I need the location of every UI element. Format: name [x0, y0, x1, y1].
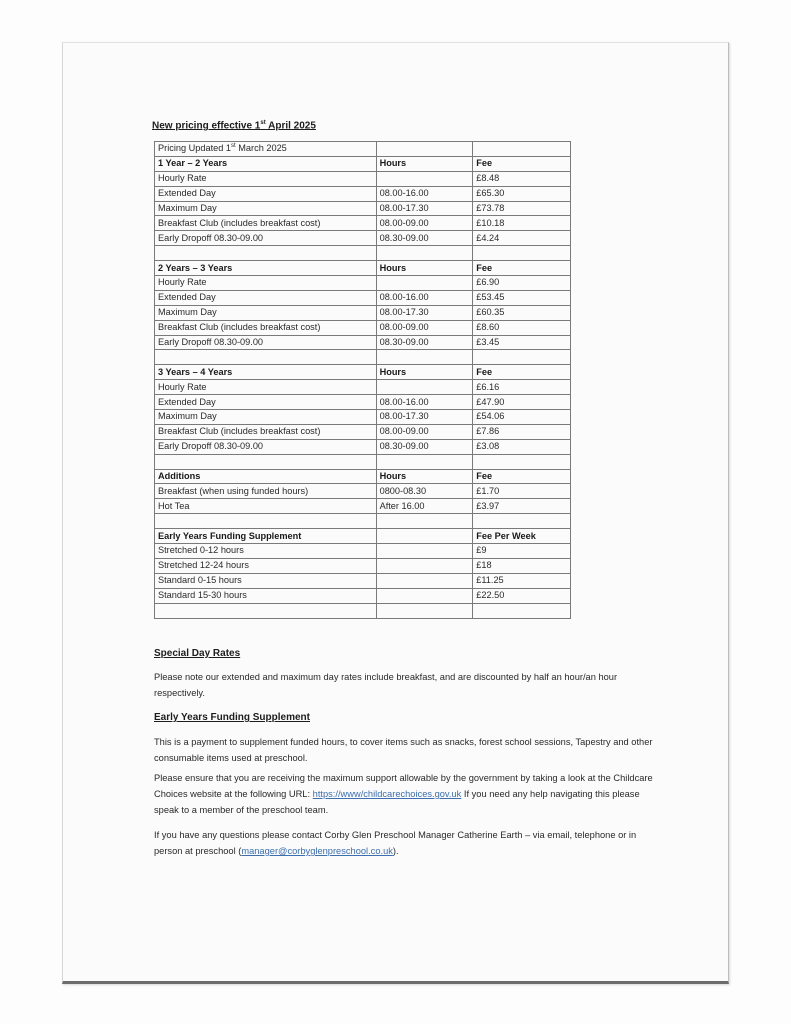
section-header-cell: 2 Years – 3 Years	[155, 261, 377, 276]
table-cell: £3.45	[473, 335, 571, 350]
table-cell: Stretched 0-12 hours	[155, 544, 377, 559]
table-cell	[473, 514, 571, 529]
table-cell: 08.00-09.00	[376, 424, 473, 439]
section-header-cell: 3 Years – 4 Years	[155, 365, 377, 380]
table-row	[155, 216, 571, 231]
table-cell: £9	[473, 544, 571, 559]
table-cell	[376, 380, 473, 395]
table-cell: 08.30-09.00	[376, 335, 473, 350]
table-cell: Standard 0-15 hours	[155, 573, 377, 588]
table-cell: £22.50	[473, 588, 571, 603]
table-cell	[473, 454, 571, 469]
pricing-heading-text-end: April 2025	[265, 120, 316, 132]
section-header-cell: Fee	[473, 261, 571, 276]
table-cell: £7.86	[473, 424, 571, 439]
spacer-row	[155, 454, 571, 469]
table-row	[155, 320, 571, 335]
table-cell	[376, 558, 473, 573]
section-header-cell: Fee	[473, 469, 571, 484]
table-cell: £8.60	[473, 320, 571, 335]
section-header-cell: Hours	[376, 156, 473, 171]
eyfs-paragraph-2	[154, 770, 654, 818]
pricing-table-body	[155, 142, 571, 619]
table-row	[155, 305, 571, 320]
spacer-row	[155, 350, 571, 365]
childcare-choices-link[interactable]: https://www/childcarechoices.gov.uk	[312, 789, 462, 799]
table-cell: 08.00-17.30	[376, 410, 473, 425]
section-header-cell: Fee	[473, 365, 571, 380]
table-row	[155, 395, 571, 410]
pricing-heading	[152, 120, 316, 131]
table-cell: £3.97	[473, 499, 571, 514]
table-cell: 08.00-17.30	[376, 305, 473, 320]
table-row	[155, 558, 571, 573]
pricing-heading-sup: st	[260, 120, 266, 126]
table-cell	[376, 544, 473, 559]
table-cell	[473, 142, 571, 157]
table-cell: £11.25	[473, 573, 571, 588]
table-cell	[376, 171, 473, 186]
table-cell: After 16.00	[376, 499, 473, 514]
eyfs-heading: Early Years Funding Supplement	[154, 712, 310, 723]
table-cell: Hourly Rate	[155, 380, 377, 395]
table-cell	[376, 588, 473, 603]
table-cell: Maximum Day	[155, 305, 377, 320]
table-cell: Breakfast Club (includes breakfast cost)	[155, 320, 377, 335]
table-cell	[155, 454, 377, 469]
table-row	[155, 410, 571, 425]
table-cell: Extended Day	[155, 186, 377, 201]
section-header-cell: Hours	[376, 469, 473, 484]
table-cell: Maximum Day	[155, 201, 377, 216]
table-cell	[376, 276, 473, 291]
table-cell: Breakfast Club (includes breakfast cost)	[155, 216, 377, 231]
table-title-row	[155, 142, 571, 157]
table-row	[155, 186, 571, 201]
section-header-cell: 1 Year – 2 Years	[155, 156, 377, 171]
table-row	[155, 573, 571, 588]
pricing-table	[154, 141, 571, 619]
table-cell: £6.16	[473, 380, 571, 395]
pricing-heading-text: New pricing effective 1	[152, 120, 261, 132]
table-cell: £73.78	[473, 201, 571, 216]
table-cell: Early Dropoff 08.30-09.00	[155, 231, 377, 246]
table-cell: 08.30-09.00	[376, 439, 473, 454]
table-cell: £18	[473, 558, 571, 573]
table-cell	[155, 246, 377, 261]
table-cell	[376, 514, 473, 529]
table-row	[155, 380, 571, 395]
section-header-cell: Hours	[376, 261, 473, 276]
table-cell	[473, 246, 571, 261]
spacer-row	[155, 603, 571, 618]
section-header-row	[155, 365, 571, 380]
spacer-row	[155, 514, 571, 529]
table-title-cell	[155, 142, 377, 157]
table-cell: 08.00-09.00	[376, 320, 473, 335]
table-cell	[376, 573, 473, 588]
spacer-row	[155, 246, 571, 261]
eyfs-paragraph-3-text-end: ).	[392, 846, 399, 856]
section-header-cell: Hours	[376, 365, 473, 380]
table-cell	[473, 350, 571, 365]
table-cell: Early Dropoff 08.30-09.00	[155, 335, 377, 350]
table-cell: 08.30-09.00	[376, 231, 473, 246]
table-row	[155, 424, 571, 439]
table-title-text-end: March 2025	[235, 143, 287, 154]
special-day-text: Please note our extended and maximum day rates include breakfast, and are discounted by half an hour/an hour respectively.	[154, 672, 618, 698]
table-row	[155, 231, 571, 246]
eyfs-paragraph-3-text: If you have any questions please contact Corby Glen Preschool Manager Catherine Earth – via email, telephone or in person at preschool (	[154, 830, 637, 856]
eyfs-paragraph-1: This is a payment to supplement funded hours, to cover items such as snacks, forest school sessions, Tapestry and other consumable items used at preschool.	[154, 737, 653, 763]
table-cell: £65.30	[473, 186, 571, 201]
table-cell	[155, 350, 377, 365]
table-cell: 08.00-17.30	[376, 201, 473, 216]
table-cell	[155, 514, 377, 529]
table-cell: 08.00-16.00	[376, 395, 473, 410]
table-row	[155, 484, 571, 499]
table-cell: Hourly Rate	[155, 171, 377, 186]
manager-email-link[interactable]: manager@corbyglenpreschool.co.uk	[241, 846, 393, 856]
table-title-sup: st	[231, 143, 236, 150]
table-row	[155, 276, 571, 291]
section-header-cell: Additions	[155, 469, 377, 484]
table-cell	[376, 350, 473, 365]
table-title-text: Pricing Updated 1	[158, 143, 232, 154]
special-day-heading: Special Day Rates	[154, 648, 241, 659]
table-cell: £60.35	[473, 305, 571, 320]
section-header-cell: Early Years Funding Supplement	[155, 529, 377, 544]
table-cell: Extended Day	[155, 395, 377, 410]
table-row	[155, 290, 571, 305]
table-cell: £53.45	[473, 290, 571, 305]
table-cell: £1.70	[473, 484, 571, 499]
table-cell: Maximum Day	[155, 410, 377, 425]
table-cell	[376, 603, 473, 618]
table-cell: Extended Day	[155, 290, 377, 305]
table-cell: £8.48	[473, 171, 571, 186]
eyfs-paragraph-2-text: Please ensure that you are receiving the maximum support allowable by the government by taking a look at the Childcare Choices website at the following URL:	[154, 773, 653, 799]
table-cell: £47.90	[473, 395, 571, 410]
table-cell: 08.00-09.00	[376, 216, 473, 231]
table-cell: £6.90	[473, 276, 571, 291]
table-cell	[376, 142, 473, 157]
eyfs-paragraph-2-text-end: If you need any help navigating this please speak to a member of the preschool team.	[154, 789, 640, 815]
section-header-cell	[376, 529, 473, 544]
table-cell	[376, 246, 473, 261]
table-row	[155, 439, 571, 454]
table-row	[155, 201, 571, 216]
table-cell: Hot Tea	[155, 499, 377, 514]
table-cell: Early Dropoff 08.30-09.00	[155, 439, 377, 454]
section-header-row	[155, 156, 571, 171]
table-row	[155, 544, 571, 559]
table-cell: £3.08	[473, 439, 571, 454]
table-cell: 0800-08.30	[376, 484, 473, 499]
section-header-row	[155, 469, 571, 484]
table-row	[155, 499, 571, 514]
table-row	[155, 171, 571, 186]
table-cell: 08.00-16.00	[376, 186, 473, 201]
table-cell: Breakfast Club (includes breakfast cost)	[155, 424, 377, 439]
table-cell: 08.00-16.00	[376, 290, 473, 305]
table-cell: Standard 15-30 hours	[155, 588, 377, 603]
eyfs-paragraph-3	[154, 827, 654, 859]
section-header-cell: Fee	[473, 156, 571, 171]
table-cell: £10.18	[473, 216, 571, 231]
table-row	[155, 588, 571, 603]
table-cell	[376, 454, 473, 469]
table-cell: Breakfast (when using funded hours)	[155, 484, 377, 499]
section-header-row	[155, 529, 571, 544]
table-cell: £54.06	[473, 410, 571, 425]
table-cell: £4.24	[473, 231, 571, 246]
table-cell	[155, 603, 377, 618]
section-header-row	[155, 261, 571, 276]
table-cell: Stretched 12-24 hours	[155, 558, 377, 573]
table-cell	[473, 603, 571, 618]
section-header-cell: Fee Per Week	[473, 529, 571, 544]
table-cell: Hourly Rate	[155, 276, 377, 291]
table-row	[155, 335, 571, 350]
